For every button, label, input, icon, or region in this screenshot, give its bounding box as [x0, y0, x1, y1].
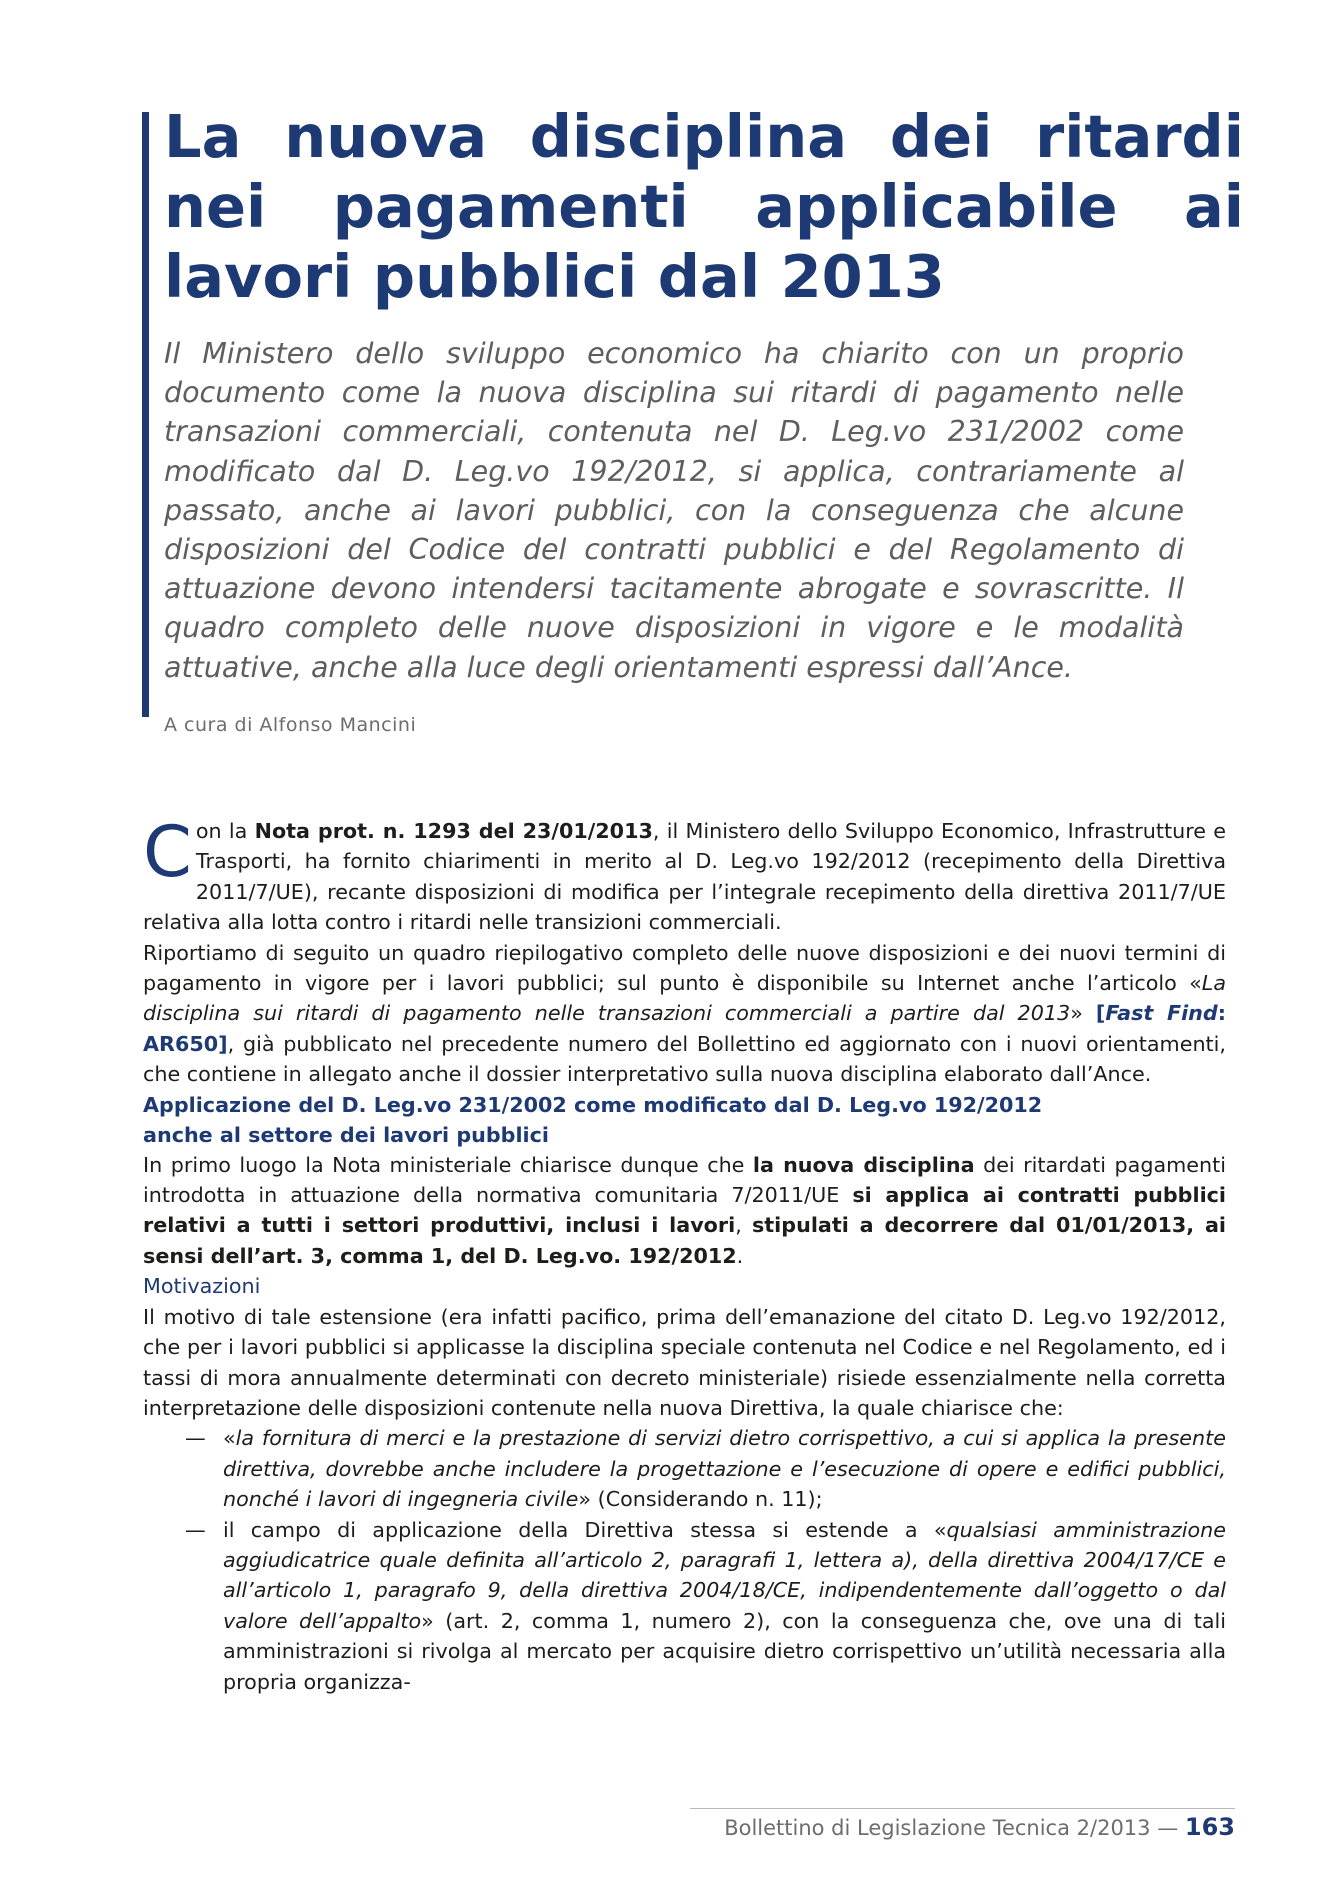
section-heading-applicazione: Applicazione del D. Leg.vo 231/2002 come modificato dal D. Leg.vo 192/2012 anche al settore dei lavori pubblici — [143, 1092, 1043, 1147]
section-paragraph-applicazione: In primo luogo la Nota ministeriale chiarisce dunque che la nuova disciplina dei ritardati pagamenti introdotta in attuazione della normativa comunitaria 7/2011/UE si applica ai contratti pubblici relativi a tutti i settori produttivi, inclusi i lavori, stipulati a decorrere dal 01/01/2013, ai sensi dell’art. 3, comma 1, del D. Leg.vo. 192/2012. — [143, 1152, 1227, 1268]
list-item: — «la fornitura di merci e la prestazione di servizi dietro corrispettivo, a cui si applica la presente direttiva, dovrebbe anche includere la progettazione e l’esecuzione di opere e edifici pubblici, nonché i lavori di ingegneria civile» (Considerando n. 11); — [223, 1423, 1226, 1514]
nota-reference: Nota prot. n. 1293 del 23/01/2013 — [254, 819, 653, 843]
section-heading-motivazioni: Motivazioni — [143, 1274, 261, 1299]
section-paragraph-motivazioni: Il motivo di tale estensione (era infatti pacifico, prima dell’emanazione del citato D. Leg.vo 192/2012, che per i lavori pubblici si applicasse la disciplina speciale contenuta nel Codice e nel Regolamento, ed i tassi di mora annualmente determinati con decreto ministeriale) risiede essenzialmente nella corretta interpretazione delle disposizioni contenute nella nuova Direttiva, la quale chiarisce che: — [143, 1304, 1226, 1420]
page-footer: Bollettino di Legislazione Tecnica 2/2013 — 163 — [724, 1813, 1235, 1841]
footer-divider — [690, 1808, 1235, 1809]
article-title: La nuova disciplina dei ritardi nei pagamenti applicabile ai lavori pubblici dal 2013 — [164, 102, 1244, 311]
list-item: — il campo di applicazione della Direttiva stessa si estende a «qualsiasi amministrazione aggiudicatrice quale definita all’articolo 2, paragrafi 1, lettera a), della direttiva 2004/17/CE e all’articolo 1, paragrafo 9, della direttiva 2004/18/CE, indipendentemente dall’oggetto o dal valore dell’appalto» (art. 2, comma 1, numero 2), con la conseguenza che, ove una di tali amministrazioni si rivolga al mercato per acquisire dietro corrispettivo un’utilità necessaria alla propria organizza- — [223, 1515, 1226, 1697]
fast-find-link[interactable]: [Fast Find: AR650] — [143, 1001, 1227, 1056]
journal-name: Bollettino di Legislazione Tecnica 2/2013 — [724, 1816, 1151, 1840]
page-number: 163 — [1184, 1813, 1235, 1841]
title-accent-bar — [142, 112, 149, 717]
intro-paragraph-1: Con la Nota prot. n. 1293 del 23/01/2013, il Ministero dello Sviluppo Economico, Infrastrutture e Trasporti, ha fornito chiarimenti in merito al D. Leg.vo 192/2012 (recepimento della Direttiva 2011/7/UE), recante disposizioni di modifica per l’integrale recepimento della direttiva 2011/7/UE relativa alla lotta contro i ritardi nelle transizioni commerciali. — [143, 811, 1226, 935]
article-body — [143, 811, 1227, 1697]
intro-paragraph-2: Riportiamo di seguito un quadro riepilogativo completo delle nuove disposizioni e dei nuovi termini di pagamento in vigore per i lavori pubblici; sul punto è disponibile su Internet anche l’articolo «La disciplina sui ritardi di pagamento nelle transazioni commerciali a partire dal 2013» [Fast Find: AR650], già pubblicato nel precedente numero del Bollettino ed aggiornato con i nuovi orientamenti, che contiene in allegato anche il dossier interpretativo sulla nuova disciplina elaborato dall’Ance. — [143, 940, 1227, 1087]
motivazioni-list — [143, 1423, 1226, 1697]
author-byline: A cura di Alfonso Mancini — [164, 714, 417, 736]
article-abstract: Il Ministero dello sviluppo economico ha chiarito con un proprio documento come la nuova disciplina sui ritardi di pagamento nelle transazioni commerciali, contenuta nel D. Leg.vo 231/2002 come modificato dal D. Leg.vo 192/2012, si applica, contrariamente al passato, anche ai lavori pubblici, con la conseguenza che alcune disposizioni del Codice del contratti pubblici e del Regolamento di attuazione devono intendersi tacitamente abrogate e sovrascritte. Il quadro completo delle nuove disposizioni in vigore e le modalità attuative, anche alla luce degli orientamenti espressi dall’Ance. — [164, 337, 1184, 684]
drop-cap: C — [143, 811, 192, 893]
article-reference: La disciplina sui ritardi di pagamento nelle transazioni commerciali a partire dal 2013 — [143, 971, 1226, 1026]
